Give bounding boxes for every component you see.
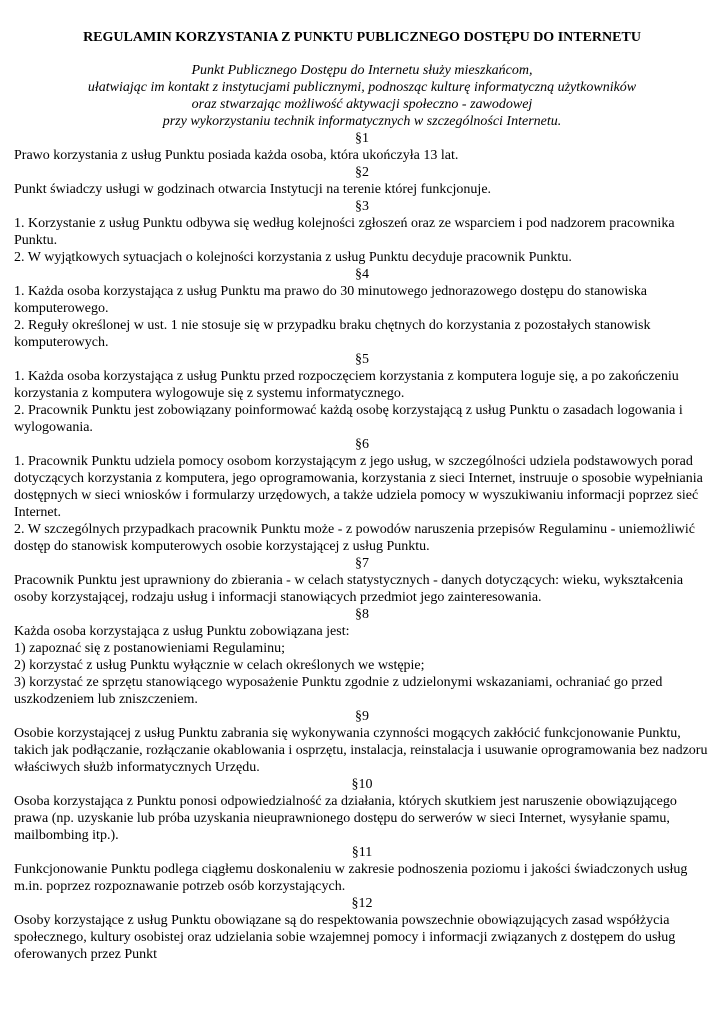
section-9 <box>14 708 710 776</box>
section-paragraph: Pracownik Punktu jest uprawniony do zbierania - w celach statystycznych - danych dotyczących: wieku, wykształcenia osoby korzystającej, rodzaju usług i informacji stanowiących przedmiot jego zainteresowania. <box>14 573 684 605</box>
section-paragraph: Osoby korzystające z usług Punktu obowiązane są do respektowania powszechnie obowiązujących zasad współżycia społecznego, kultury osobistej oraz udzielania sobie wzajemnej pomocy i informacji związanych z dostępem do usług oferowanych przez Punkt <box>14 913 676 962</box>
intro-line: ułatwiając im kontakt z instytucjami publicznymi, podnosząc kulturę informatyczną użytkowników <box>87 80 637 95</box>
section-number: §2 <box>355 165 369 180</box>
section-paragraph: 2. Reguły określonej w ust. 1 nie stosuje się w przypadku braku chętnych do korzystania z pozostałych stanowisk komputerowych. <box>14 318 651 350</box>
intro-line: oraz stwarzając możliwość aktywacji społeczno - zawodowej <box>191 97 533 112</box>
section-8 <box>14 606 710 708</box>
section-paragraph: 2. Pracownik Punktu jest zobowiązany poinformować każdą osobę korzystającą z usług Punktu o zasadach logowania i wylogowania. <box>14 403 683 435</box>
section-12 <box>14 895 710 963</box>
section-10 <box>14 776 710 844</box>
section-number: §6 <box>355 437 369 452</box>
sections-container <box>14 130 710 963</box>
section-number: §12 <box>351 896 373 911</box>
section-paragraph: 1) zapoznać się z postanowieniami Regulaminu; <box>14 641 285 656</box>
section-paragraph: 3) korzystać ze sprzętu stanowiącego wyposażenie Punktu zgodnie z udzielonymi wskazaniami, ochraniać go przed uszkodzeniem lub zniszczeniem. <box>14 675 663 707</box>
section-paragraph: Punkt świadczy usługi w godzinach otwarcia Instytucji na terenie której funkcjonuje. <box>14 182 492 197</box>
section-paragraph: Osoba korzystająca z Punktu ponosi odpowiedzialność za działania, których skutkiem jest naruszenie obowiązującego prawa (np. uzyskanie lub próba uzyskania nieuprawnionego dostępu do serwerów w sieci Internet, wysyłanie spamu, mailbombing itp.). <box>14 794 677 843</box>
section-paragraph: Każda osoba korzystająca z usług Punktu zobowiązana jest: <box>14 624 350 639</box>
section-number: §11 <box>351 845 373 860</box>
intro-line: przy wykorzystaniu technik informatycznych w szczególności Internetu. <box>162 114 562 129</box>
section-number: §1 <box>355 131 369 146</box>
document-title: REGULAMIN KORZYSTANIA Z PUNKTU PUBLICZNEGO DOSTĘPU DO INTERNETU <box>83 30 641 45</box>
section-number: §7 <box>355 556 369 571</box>
section-paragraph: 2. W wyjątkowych sytuacjach o kolejności korzystania z usług Punktu decyduje pracownik Punktu. <box>14 250 572 265</box>
section-paragraph: Funkcjonowanie Punktu podlega ciągłemu doskonaleniu w zakresie podnoszenia poziomu i jakości świadczonych usług m.in. poprzez rozpoznawanie potrzeb osób korzystających. <box>14 862 688 894</box>
section-paragraph: 1. Każda osoba korzystająca z usług Punktu ma prawo do 30 minutowego jednorazowego dostępu do stanowiska komputerowego. <box>14 284 647 316</box>
intro-block <box>14 62 710 130</box>
section-3 <box>14 198 710 266</box>
section-5 <box>14 351 710 436</box>
intro-line: Punkt Publicznego Dostępu do Internetu służy mieszkańcom, <box>191 63 533 78</box>
section-number: §8 <box>355 607 369 622</box>
section-number: §4 <box>355 267 369 282</box>
section-number: §3 <box>355 199 369 214</box>
section-7 <box>14 555 710 606</box>
section-4 <box>14 266 710 351</box>
section-1 <box>14 130 710 164</box>
section-number: §10 <box>351 777 373 792</box>
section-paragraph: 2) korzystać z usług Punktu wyłącznie w celach określonych we wstępie; <box>14 658 425 673</box>
section-number: §5 <box>355 352 369 367</box>
section-paragraph: 1. Korzystanie z usług Punktu odbywa się według kolejności zgłoszeń oraz ze wsparciem i pod nadzorem pracownika Punktu. <box>14 216 675 248</box>
section-paragraph: Osobie korzystającej z usług Punktu zabrania się wykonywania czynności mogących zakłócić funkcjonowanie Punktu, takich jak podłączanie, rozłączanie okablowania i osprzętu, instalacja, reinstalacja i usuwanie oprogramowania bez nadzoru właściwych służb informatycznych Urzędu. <box>14 726 708 775</box>
section-paragraph: Prawo korzystania z usług Punktu posiada każda osoba, która ukończyła 13 lat. <box>14 148 459 163</box>
section-paragraph: 1. Każda osoba korzystająca z usług Punktu przed rozpoczęciem korzystania z komputera loguje się, a po zakończeniu korzystania z komputera wylogowuje się z systemu informatycznego. <box>14 369 679 401</box>
section-11 <box>14 844 710 895</box>
section-paragraph: 2. W szczególnych przypadkach pracownik Punktu może - z powodów naruszenia przepisów Regulaminu - uniemożliwić dostęp do stanowisk komputerowych osobie korzystającej z usług Punktu. <box>14 522 696 554</box>
section-number: §9 <box>355 709 369 724</box>
section-paragraph: 1. Pracownik Punktu udziela pomocy osobom korzystającym z jego usług, w szczególności udziela podstawowych porad dotyczących korzystania z komputera, jego oprogramowania, korzystania z sieci Internet, instruuje o sposobie wypełniania dostępnych w sieci wniosków i formularzy urzędowych, a także udziela pomocy w wyszukiwaniu informacji poprzez sieć Internet. <box>14 454 703 520</box>
section-6 <box>14 436 710 555</box>
section-2 <box>14 164 710 198</box>
